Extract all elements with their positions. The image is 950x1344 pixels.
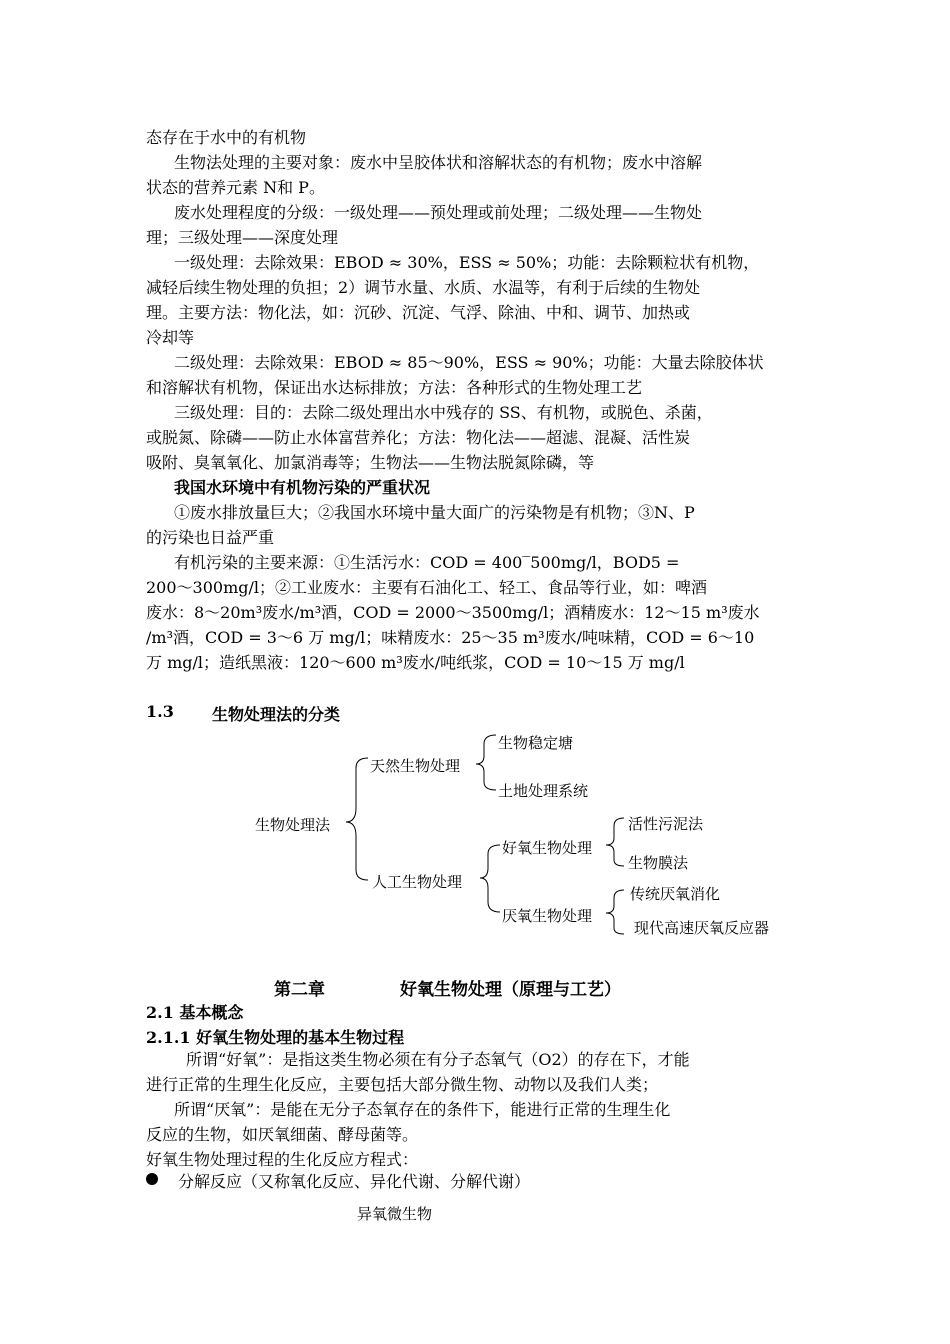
- tree-root: 生物处理法: [255, 816, 331, 834]
- text-line: 废水：8～20m³废水/m³酒，COD = 2000～3500mg/l；酒精废水：12～15 m³废水: [146, 603, 760, 622]
- tree-artificial: 人工生物处理: [372, 873, 463, 891]
- text-line: 的污染也日益严重: [146, 528, 275, 547]
- text-line: 减轻后续生物处理的负担；2）调节水量、水质、水温等，有利于后续的生物处: [146, 278, 701, 297]
- text-line: 理；三级处理——深度处理: [146, 228, 339, 247]
- text-line: 生物法处理的主要对象：废水中呈胶体状和溶解状态的有机物；废水中溶解: [174, 153, 703, 172]
- text-line: 废水处理程度的分级：一级处理——预处理或前处理；二级处理——生物处: [174, 203, 703, 222]
- subsection-heading: 2.1.1 好氧生物处理的基本生物过程: [146, 1028, 405, 1047]
- bullet-icon: [146, 1173, 158, 1185]
- text-line: 所谓“好氧”：是指这类生物必须在有分子态氧气（O2）的存在下，才能: [186, 1050, 690, 1069]
- root-brace: [346, 758, 368, 880]
- text-line: 200～300mg/l；②工业废水：主要有石油化工、轻工、食品等行业，如：啤酒: [146, 578, 708, 597]
- chapter-label: 第二章: [274, 980, 325, 1000]
- natural-brace: [476, 735, 496, 790]
- text-line: 状态的营养元素 N和 P。: [146, 178, 325, 197]
- tree-sludge: 活性污泥法: [628, 815, 704, 833]
- tree-natural: 天然生物处理: [370, 757, 461, 775]
- text-line: 或脱氮、除磷——防止水体富营养化；方法：物化法——超滤、混凝、活性炭: [146, 428, 691, 447]
- text-line: 态存在于水中的有机物: [146, 128, 307, 147]
- anaerobic-brace: [606, 890, 624, 934]
- text-line: 好氧生物处理过程的生化反应方程式：: [146, 1150, 419, 1169]
- text-line: 吸附、臭氧氧化、加氯消毒等；生物法——生物法脱氮除磷，等: [146, 453, 595, 472]
- text-line: 二级处理：去除效果：EBOD ≈ 85～90%，ESS ≈ 90%；功能：大量去除胶体状: [174, 353, 764, 372]
- text-line: 有机污染的主要来源：①生活污水：COD = 400‾500mg/l，BOD5 =: [174, 553, 680, 572]
- tree-land: 土地处理系统: [498, 782, 589, 800]
- section-number: 1.3: [146, 702, 174, 721]
- bullet-text: 分解反应（又称氧化反应、异化代谢、分解代谢）: [178, 1172, 531, 1191]
- text-line: 和溶解状有机物，保证出水达标排放；方法：各种形式的生物处理工艺: [146, 378, 643, 397]
- reaction-label: 异氧微生物: [357, 1205, 433, 1223]
- text-line: 所谓“厌氧”：是能在无分子态氧存在的条件下，能进行正常的生理生化: [174, 1100, 671, 1119]
- tree-digest: 传统厌氧消化: [630, 885, 721, 903]
- section-heading: 2.1 基本概念: [146, 1003, 244, 1022]
- tree-anaerobic: 厌氧生物处理: [502, 907, 593, 925]
- text-line: 理。主要方法：物化法，如：沉砂、沉淀、气浮、除油、中和、调节、加热或: [146, 303, 691, 322]
- tree-pond: 生物稳定塘: [498, 734, 574, 752]
- text-line: 进行正常的生理生化反应，主要包括大部分微生物、动物以及我们人类；: [146, 1075, 659, 1094]
- chapter-title: 好氧生物处理（原理与工艺）: [400, 980, 621, 1000]
- tree-reactor: 现代高速厌氧反应器: [634, 919, 770, 937]
- subheading: 我国水环境中有机物污染的严重状况: [174, 478, 431, 497]
- tree-aerobic: 好氧生物处理: [502, 839, 593, 857]
- section-title: 生物处理法的分类: [212, 705, 341, 724]
- text-line: 冷却等: [146, 328, 195, 347]
- text-line: 一级处理：去除效果：EBOD ≈ 30%，ESS ≈ 50%；功能：去除颗粒状有机物，: [174, 253, 760, 272]
- text-line: 三级处理：目的：去除二级处理出水中残存的 SS、有机物，或脱色、杀菌，: [174, 403, 713, 422]
- text-line: 万 mg/l；造纸黑液：120～600 m³废水/吨纸浆，COD = 10～15 万 mg/l: [146, 653, 685, 672]
- text-line: ①废水排放量巨大；②我国水环境中量大面广的污染物是有机物；③N、P: [174, 503, 695, 522]
- text-line: 反应的生物，如厌氧细菌、酵母菌等。: [146, 1125, 419, 1144]
- text-line: /m³酒，COD = 3～6 万 mg/l；味精废水：25～35 m³废水/吨味精，COD = 6～10: [146, 628, 755, 647]
- artificial-brace: [480, 845, 500, 912]
- tree-film: 生物膜法: [628, 854, 689, 872]
- aerobic-brace: [606, 818, 624, 866]
